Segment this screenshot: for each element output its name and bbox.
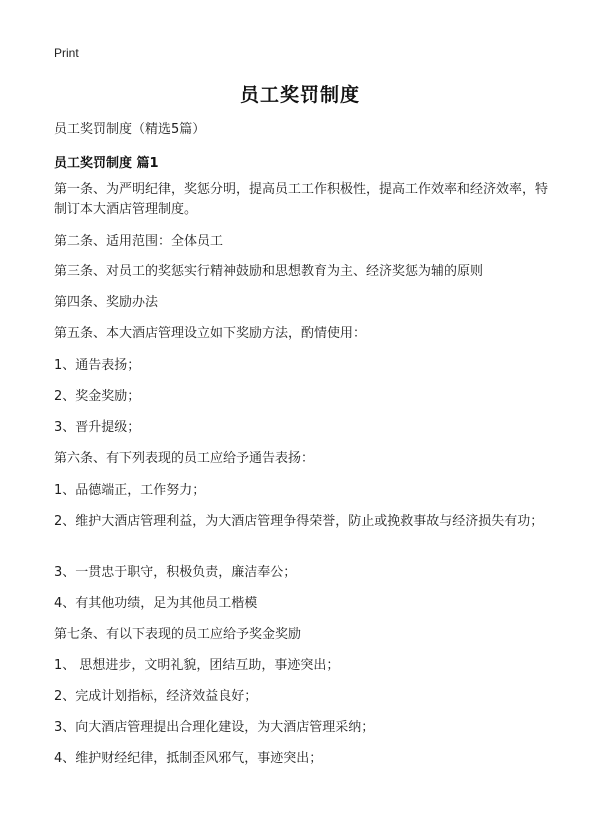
paragraph-article-2: 第二条、适用范围：全体员工 xyxy=(54,234,224,249)
list-item: 2、完成计划指标，经济效益良好； xyxy=(54,689,258,704)
list-item: 2、维护大酒店管理利益，为大酒店管理争得荣誉，防止或挽救事故与经济损失有功； xyxy=(54,514,544,529)
print-link[interactable]: Print xyxy=(54,46,79,60)
paragraph-article-7: 第七条、有以下表现的员工应给予奖金奖励 xyxy=(54,627,302,642)
list-item: 4、有其他功绩，足为其他员工楷模 xyxy=(54,596,258,611)
list-item: 3、晋升提级； xyxy=(54,420,141,435)
list-item: 1、 思想进步，文明礼貌，团结互助，事迹突出； xyxy=(54,658,340,673)
list-item: 1、品德端正，工作努力； xyxy=(54,483,206,498)
paragraph-article-3: 第三条、对员工的奖惩实行精神鼓励和思想教育为主、经济奖惩为辅的原则 xyxy=(54,264,484,279)
list-item: 3、向大酒店管理提出合理化建设，为大酒店管理采纳； xyxy=(54,720,375,735)
paragraph-article-1: 第一条、为严明纪律，奖惩分明，提高员工工作积极性，提高工作效率和经济效率，特制订本大酒店管理制度。 xyxy=(54,182,549,217)
list-item: 2、奖金奖励； xyxy=(54,389,141,404)
section-heading: 员工奖罚制度 篇1 xyxy=(54,156,159,171)
paragraph-article-4: 第四条、奖励办法 xyxy=(54,295,159,310)
list-item: 3、一贯忠于职守，积极负责，廉洁奉公； xyxy=(54,565,297,580)
list-item: 4、维护财经纪律，抵制歪风邪气，事迹突出； xyxy=(54,751,323,766)
list-item: 1、通告表扬； xyxy=(54,358,141,373)
document-title: 员工奖罚制度 xyxy=(239,84,360,106)
document-subtitle: 员工奖罚制度（精选5篇） xyxy=(54,122,206,137)
paragraph-article-5: 第五条、本大酒店管理设立如下奖励方法，酌情使用： xyxy=(54,326,367,341)
paragraph-article-6: 第六条、有下列表现的员工应给予通告表扬： xyxy=(54,451,315,466)
